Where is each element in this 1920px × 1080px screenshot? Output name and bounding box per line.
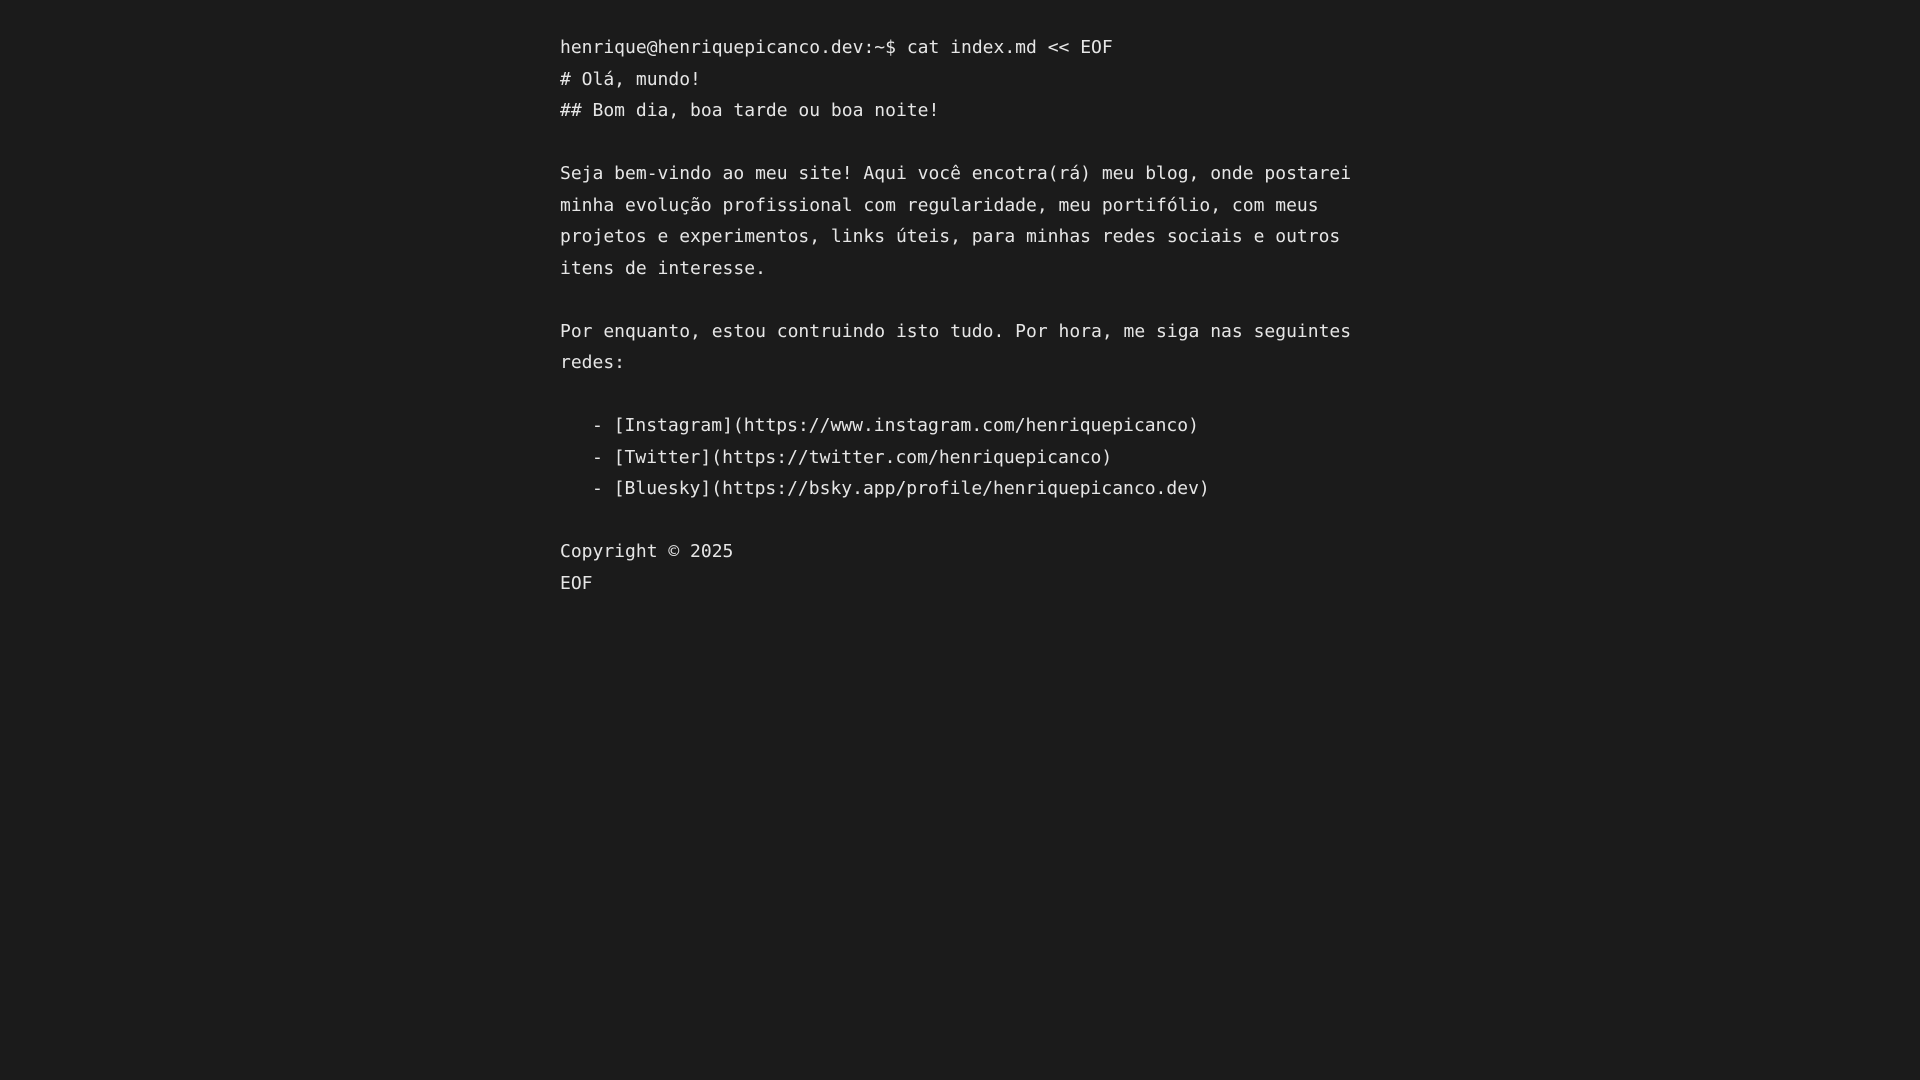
spacer	[560, 379, 1360, 411]
spacer	[560, 127, 1360, 159]
prompt-user-host: henrique@henriquepicanco.dev	[560, 37, 864, 58]
list-bullet: -	[592, 446, 614, 468]
social-link-bluesky[interactable]: - [Bluesky](https://bsky.app/profile/henriquepicanco.dev)	[592, 478, 1210, 499]
prompt-path: ~	[874, 37, 886, 58]
twitter-url: https://twitter.com/henriquepicanco	[722, 446, 1102, 468]
prompt-symbol: $	[885, 37, 896, 58]
social-link-twitter[interactable]: - [Twitter](https://twitter.com/henriquepicanco)	[592, 446, 1113, 468]
terminal-output	[560, 32, 1360, 599]
eof-marker: EOF	[560, 572, 593, 594]
bluesky-url: https://bsky.app/profile/henriquepicanco.dev	[722, 478, 1199, 499]
bluesky-link[interactable]: Bluesky	[624, 478, 701, 499]
instagram-url: https://www.instagram.com/henriquepicanco	[743, 415, 1189, 436]
command-prompt-line: henrique@henriquepicanco.dev:~$ cat index.md << EOF	[560, 37, 1113, 58]
spacer	[560, 505, 1360, 537]
list-bullet: -	[592, 478, 614, 499]
twitter-link[interactable]: Twitter	[624, 446, 701, 468]
spacer	[560, 284, 1360, 316]
copyright-notice: Copyright © 2025	[560, 541, 734, 562]
instagram-link[interactable]: Instagram	[624, 415, 723, 436]
page-subheading: ## Bom dia, boa tarde ou boa noite!	[560, 100, 940, 121]
status-paragraph: Por enquanto, estou contruindo isto tudo. Por hora, me siga nas seguintes redes:	[560, 320, 1352, 373]
list-bullet: -	[592, 415, 614, 436]
intro-paragraph: Seja bem-vindo ao meu site! Aqui você encotra(rá) meu blog, onde postarei minha evolução profissional com regularidade, meu portifólio, com meus projetos e experimentos, links úteis, para minhas redes sociais e outros itens de interesse.	[560, 163, 1352, 279]
social-link-instagram[interactable]: - [Instagram](https://www.instagram.com/henriquepicanco)	[592, 415, 1199, 436]
prompt-command: cat index.md << EOF	[906, 37, 1113, 58]
page-heading: # Olá, mundo!	[560, 68, 701, 90]
